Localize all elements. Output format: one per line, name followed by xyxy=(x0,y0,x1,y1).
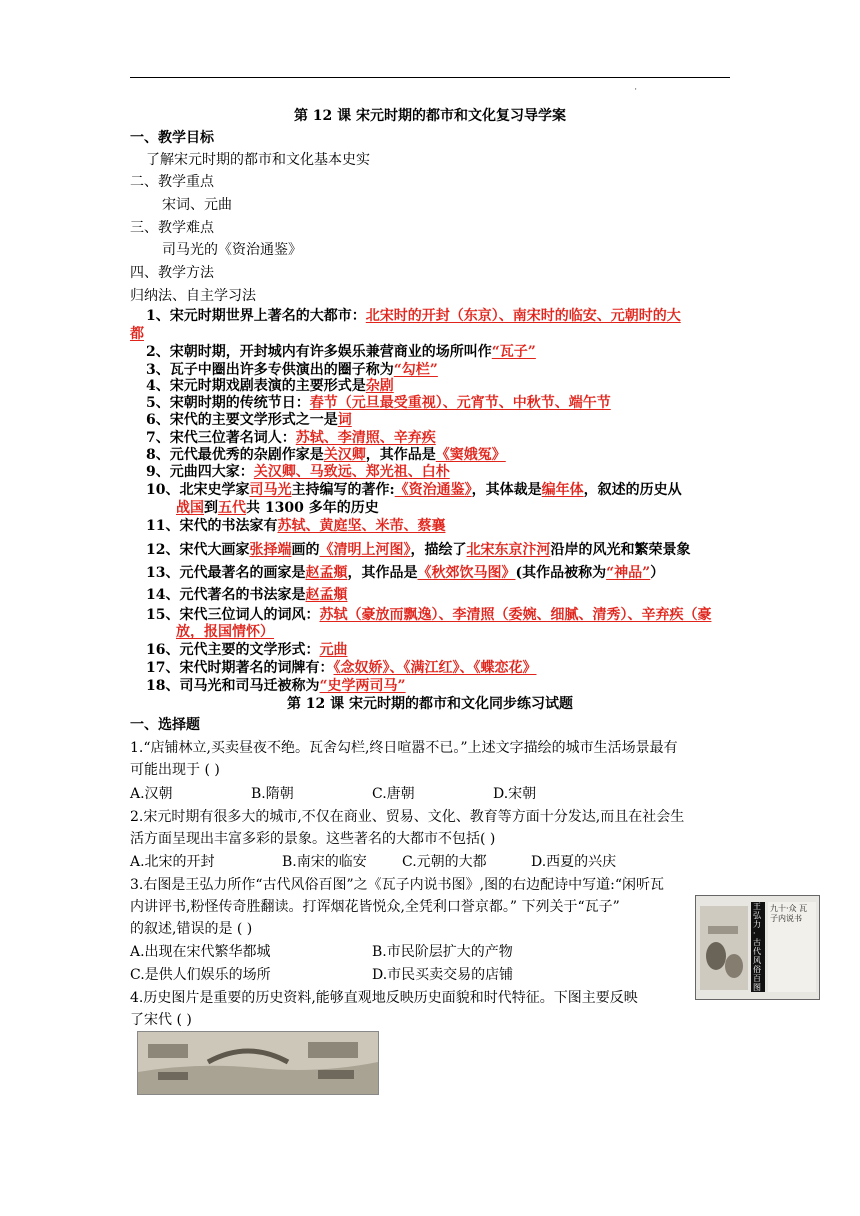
section-hard: 三、教学难点 xyxy=(130,220,214,236)
q3-option-a: A.出现在宋代繁华都城 xyxy=(130,944,271,960)
item-1-cont: 都 xyxy=(130,326,144,342)
q1-option-b: B.隋朝 xyxy=(251,786,294,802)
item-16: 16、元代主要的文学形式：元曲 xyxy=(146,642,348,658)
section-goal-text: 了解宋元时期的都市和文化基本史实 xyxy=(146,152,370,168)
item-5: 5、宋朝时期的传统节日：春节（元旦最受重视）、元宵节、中秋节、端午节 xyxy=(146,395,611,411)
item-18: 18、司马光和司马迁被称为“史学两司马” xyxy=(146,678,406,694)
item-9: 9、元曲四大家：关汉卿、马致远、郑光祖、白朴 xyxy=(146,464,450,480)
item-3: 3、瓦子中圈出许多专供演出的圈子称为“勾栏” xyxy=(146,362,438,378)
section-method: 四、教学方法 xyxy=(130,265,214,281)
doc-title: 第 12 课 宋元时期的都市和文化复习导学案 xyxy=(293,108,567,124)
q4-stem-cont: 了宋代 ( ) xyxy=(130,1012,192,1028)
item-4: 4、宋元时期戏剧表演的主要形式是杂剧 xyxy=(146,378,394,394)
item-14: 14、元代著名的书法家是赵孟頫 xyxy=(146,587,348,603)
item-10-cont: 战国到五代共 1300 多年的历史 xyxy=(176,500,379,516)
section-goal: 一、教学目标 xyxy=(130,130,214,146)
section-key-text: 宋词、元曲 xyxy=(162,197,232,213)
q3-stem: 3.右图是王弘力所作“古代风俗百图”之《瓦子内说书图》,图的右边配诗中写道:“闲听瓦 xyxy=(130,877,664,893)
item-11: 11、宋代的书法家有苏轼、黄庭坚、米芾、蔡襄 xyxy=(146,518,446,534)
q1-option-c: C.唐朝 xyxy=(372,786,415,802)
section-key: 二、教学重点 xyxy=(130,174,214,190)
q2-option-a: A.北宋的开封 xyxy=(130,854,215,870)
qingming-scroll-image xyxy=(137,1031,379,1095)
q1-option-d: D.宋朝 xyxy=(493,786,537,802)
section-method-text: 归纳法、自主学习法 xyxy=(130,288,256,304)
q2-stem: 2.宋元时期有很多大的城市,不仅在商业、贸易、文化、教育等方面十分发达,而且在社会生 xyxy=(130,809,685,825)
item-17: 17、宋代时期著名的词牌有：《念奴娇》、《满江红》、《蝶恋花》 xyxy=(146,660,537,676)
storytelling-painting-image xyxy=(695,895,820,1000)
item-15: 15、宋代三位词人的词风：苏轼（豪放而飘逸）、李清照（委婉、细腻、清秀）、辛弃疾（豪 xyxy=(146,607,712,623)
item-12: 12、宋代大画家张择端画的《清明上河图》，描绘了北宋东京汴河沿岸的风光和繁荣景象 xyxy=(146,542,691,558)
section-hard-text: 司马光的《资治通鉴》 xyxy=(162,242,302,258)
q1-stem: 1.“店铺林立,买卖昼夜不绝。瓦舍勾栏,终日喧嚣不已。”上述文字描绘的城市生活场景最有 xyxy=(130,740,678,756)
q3-option-b: B.市民阶层扩大的产物 xyxy=(372,944,513,960)
item-1: 1、宋元时期世界上著名的大都市：北宋时的开封（东京）、南宋时的临安、元朝时的大 xyxy=(146,308,681,324)
q2-stem-cont: 活方面呈现出丰富多彩的景象。这些著名的大都市不包括( ) xyxy=(130,831,496,847)
q1-option-a: A.汉朝 xyxy=(130,786,173,802)
exercise-title: 第 12 课 宋元时期的都市和文化同步练习试题 xyxy=(286,696,574,712)
q3-stem-cont2: 的叙述,错误的是 ( ) xyxy=(130,921,253,937)
image-poem-caption: 九十·众 瓦子内说书 xyxy=(770,904,808,923)
item-8: 8、元代最优秀的杂剧作家是关汉卿，其作品是《窦娥冤》 xyxy=(146,447,506,463)
item-15-cont: 放，报国情怀） xyxy=(176,624,274,640)
item-6: 6、宋代的主要文学形式之一是词 xyxy=(146,412,352,428)
image-side-caption: 王弘力·古代风俗百图 xyxy=(753,902,761,992)
item-13: 13、元代最著名的画家是赵孟頫，其作品是《秋郊饮马图》(其作品被称为“神品”） xyxy=(146,565,665,581)
q2-option-d: D.西夏的兴庆 xyxy=(531,854,617,870)
q2-option-b: B.南宋的临安 xyxy=(282,854,367,870)
exercise-section: 一、选择题 xyxy=(130,717,200,733)
header-mark: ' xyxy=(635,88,637,95)
q2-option-c: C.元朝的大都 xyxy=(402,854,487,870)
q1-stem-cont: 可能出现于 ( ) xyxy=(130,762,220,778)
item-7: 7、宋代三位著名词人：苏轼、李清照、辛弃疾 xyxy=(146,430,436,446)
q3-option-d: D.市民买卖交易的店铺 xyxy=(372,967,514,983)
q3-stem-cont: 内讲评书,粉怪传奇胜翻读。打诨烟花皆悦众,全凭利口誉京都。” 下列关于“瓦子” xyxy=(130,899,620,915)
item-2: 2、宋朝时期，开封城内有许多娱乐兼营商业的场所叫作“瓦子” xyxy=(146,344,536,360)
header-rule xyxy=(130,77,730,78)
q4-stem: 4.历史图片是重要的历史资料,能够直观地反映历史面貌和时代特征。下图主要反映 xyxy=(130,990,638,1006)
q3-option-c: C.是供人们娱乐的场所 xyxy=(130,967,271,983)
item-10: 10、北宋史学家司马光主持编写的著作:《资治通鉴》，其体裁是编年体，叙述的历史从 xyxy=(146,482,682,498)
